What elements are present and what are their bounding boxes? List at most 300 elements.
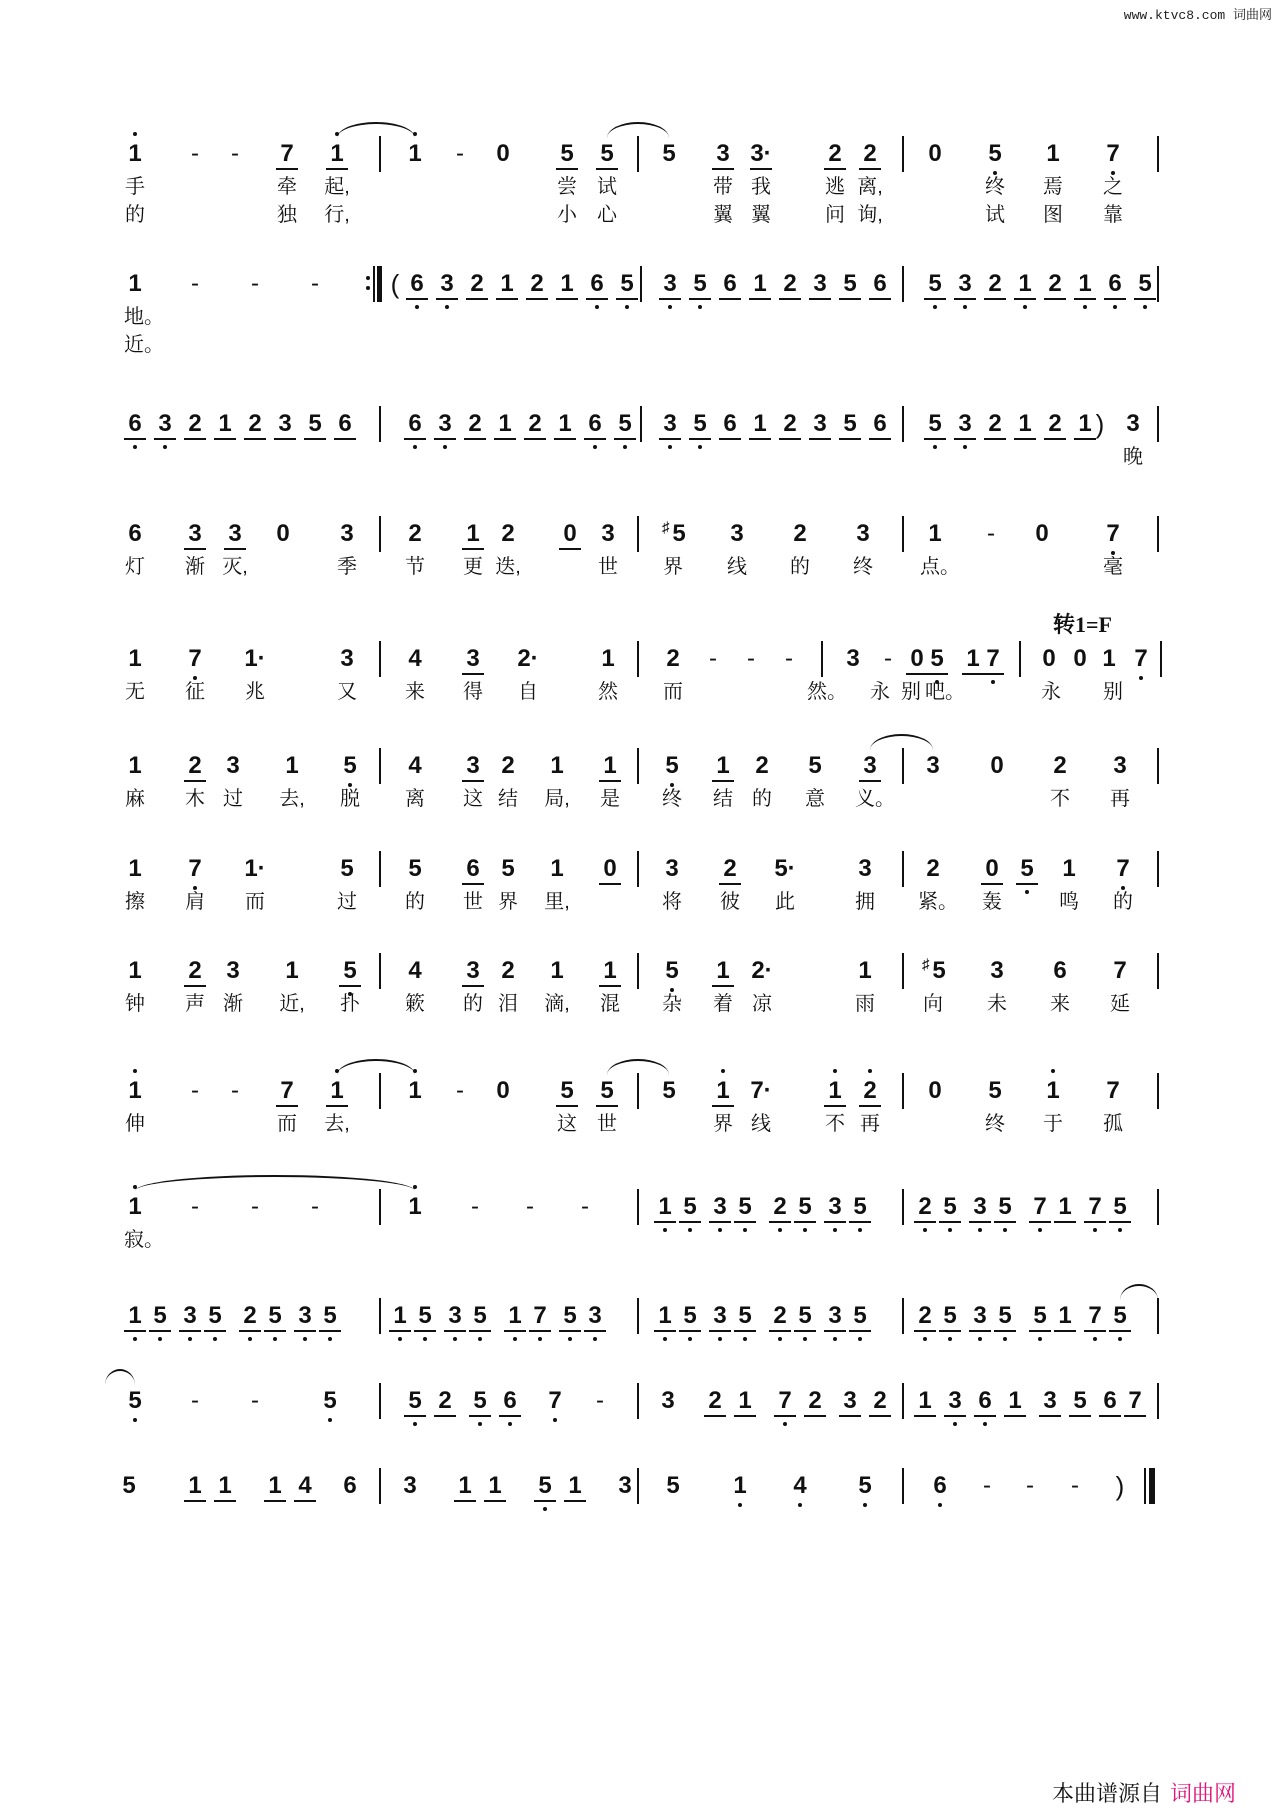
underline	[214, 438, 236, 440]
barline	[902, 266, 904, 302]
note	[543, 855, 571, 883]
note-digit: 5	[1138, 270, 1152, 297]
barline	[379, 1468, 381, 1504]
lyrics-line	[125, 304, 1165, 332]
note-digit: 3	[226, 957, 240, 984]
note	[658, 957, 686, 985]
note-digit: 7	[548, 1387, 562, 1414]
note	[911, 1302, 939, 1330]
underline	[712, 1105, 734, 1107]
barline	[902, 1468, 904, 1504]
underline	[276, 1105, 298, 1107]
underline	[184, 985, 206, 987]
score-system	[125, 1387, 1165, 1421]
underline	[659, 438, 681, 440]
underline	[264, 1330, 286, 1332]
note	[463, 270, 491, 298]
notes-row	[125, 410, 1165, 444]
note-digit: 1	[128, 140, 142, 167]
score-system	[125, 1302, 1165, 1336]
underline	[556, 1105, 578, 1107]
note	[1013, 855, 1041, 883]
underline	[734, 1221, 756, 1223]
high-dot	[133, 132, 137, 136]
lyric-syllable: 脱	[340, 788, 360, 810]
barline	[1157, 406, 1159, 442]
note-digit: 3	[730, 520, 744, 547]
final-barline	[1144, 1468, 1158, 1504]
note	[531, 1472, 559, 1500]
note-digit: 5	[943, 1302, 957, 1329]
sustain-dash	[181, 140, 209, 168]
underline	[1109, 1221, 1131, 1223]
note-digit: 5	[928, 410, 942, 437]
underline	[204, 1330, 226, 1332]
low-dot	[188, 1337, 192, 1341]
sustain-dash-digit: -	[251, 270, 259, 297]
note-digit: 5	[268, 1302, 282, 1329]
lyric-syllable: 此	[775, 891, 795, 913]
note-digit: 3	[846, 645, 860, 672]
lyric-syllable: 里,	[544, 891, 570, 913]
note-digit: 5	[1033, 1302, 1047, 1329]
note	[411, 1302, 439, 1330]
barline	[379, 516, 381, 552]
note-digit: 5	[738, 1302, 752, 1329]
note-digit: 1	[128, 1302, 142, 1329]
sustain-dash	[241, 270, 269, 298]
note-digit: 5	[1073, 1387, 1087, 1414]
note-digit: 5	[560, 1077, 574, 1104]
score-system	[125, 1077, 1165, 1139]
note-digit: 1	[603, 957, 617, 984]
note	[241, 855, 269, 883]
note	[1046, 752, 1074, 780]
note	[923, 645, 951, 673]
underline	[709, 1330, 731, 1332]
note	[523, 270, 551, 298]
barline	[902, 1189, 904, 1225]
note-digit: 1	[1046, 140, 1060, 167]
score-system	[125, 520, 1165, 582]
note	[1099, 140, 1127, 168]
low-dot	[798, 1503, 802, 1507]
note	[494, 855, 522, 883]
note-digit: 4	[408, 957, 422, 984]
key-change: 转1=F	[1053, 612, 1112, 637]
lyric-syllable: 离,	[857, 176, 883, 198]
note	[801, 1387, 829, 1415]
note-digit: 5	[343, 957, 357, 984]
barline	[1157, 851, 1159, 887]
low-dot	[983, 1422, 987, 1426]
barline	[379, 1073, 381, 1109]
barline	[1157, 1073, 1159, 1109]
lyrics-line	[125, 1227, 1165, 1255]
note	[181, 520, 209, 548]
underline	[981, 883, 1003, 885]
note	[746, 270, 774, 298]
note	[1081, 1193, 1109, 1221]
low-dot	[513, 1337, 517, 1341]
note	[1106, 752, 1134, 780]
lyric-syllable: 杂	[662, 993, 682, 1015]
note	[1099, 1077, 1127, 1105]
note	[981, 270, 1009, 298]
note	[401, 752, 429, 780]
note	[611, 410, 639, 438]
sustain-dash	[221, 1077, 249, 1105]
note-digit: 5	[418, 1302, 432, 1329]
note	[489, 140, 517, 168]
lyric-syllable: 独	[277, 204, 297, 226]
underline	[849, 1221, 871, 1223]
note-digit: 0	[496, 140, 510, 167]
note-digit: 3	[958, 270, 972, 297]
note-digit: 3	[973, 1193, 987, 1220]
underline	[679, 1330, 701, 1332]
barline	[637, 851, 639, 887]
note-digit: 3	[713, 1193, 727, 1220]
lyric-syllable: 迭,	[495, 556, 521, 578]
note-digit: 5	[843, 410, 857, 437]
note-digit: 3	[926, 752, 940, 779]
underline	[709, 1221, 731, 1223]
underline	[469, 1330, 491, 1332]
lyrics-line	[125, 991, 1165, 1019]
note	[936, 1302, 964, 1330]
sharp-note-digit: 5	[932, 957, 946, 984]
lyric-syllable: 凉	[752, 993, 772, 1015]
sustain-dash	[874, 645, 902, 673]
note-digit: 1	[918, 1387, 932, 1414]
underline	[462, 548, 484, 550]
lyric-syllable: 的	[790, 556, 810, 578]
note-digit: 0	[276, 520, 290, 547]
sustain-dash	[977, 520, 1005, 548]
note	[553, 1077, 581, 1105]
note	[791, 1302, 819, 1330]
underline	[584, 438, 606, 440]
sustain-dash	[181, 1077, 209, 1105]
lyric-syllable: 翼	[713, 204, 733, 226]
underline	[849, 1330, 871, 1332]
note-digit: 5	[988, 140, 1002, 167]
low-dot	[743, 1337, 747, 1341]
underline	[824, 1330, 846, 1332]
underline	[859, 780, 881, 782]
underline	[712, 780, 734, 782]
note	[655, 140, 683, 168]
high-dot	[133, 1069, 137, 1073]
barline	[1157, 1383, 1159, 1419]
underline	[559, 548, 581, 550]
lyric-syllable: 别	[901, 681, 921, 703]
barline	[902, 136, 904, 172]
note-digit: 2	[1048, 410, 1062, 437]
barline	[379, 136, 381, 172]
underline	[454, 1500, 476, 1502]
underline	[1029, 1221, 1051, 1223]
note-digit: 1	[128, 270, 142, 297]
sustain-dash	[516, 1193, 544, 1221]
note	[659, 645, 687, 673]
parenthesis-digit: (	[390, 269, 400, 299]
note-digit: 0	[1042, 645, 1056, 672]
underline	[719, 438, 741, 440]
note-digit: 5	[473, 1302, 487, 1329]
note-digit: 2	[988, 270, 1002, 297]
note	[709, 957, 737, 985]
low-dot	[398, 1337, 402, 1341]
score-system	[125, 855, 1165, 917]
note-digit: 3	[856, 520, 870, 547]
note-digit: 3	[278, 410, 292, 437]
low-dot	[1093, 1337, 1097, 1341]
note-digit: 0	[990, 752, 1004, 779]
note-digit: 4	[793, 1472, 807, 1499]
underline	[586, 298, 608, 300]
note-digit: 6	[503, 1387, 517, 1414]
underline	[654, 1330, 676, 1332]
note	[236, 1302, 264, 1330]
note-digit: 2	[926, 855, 940, 882]
note	[273, 1077, 301, 1105]
lyric-syllable: 孤	[1103, 1113, 1123, 1135]
underline	[559, 1330, 581, 1332]
note-digit: 1	[500, 270, 514, 297]
note	[1041, 410, 1069, 438]
note-digit: 5	[308, 410, 322, 437]
lyric-syllable: 吧。	[925, 681, 965, 703]
barline	[1157, 953, 1159, 989]
note	[431, 1387, 459, 1415]
note	[941, 1387, 969, 1415]
sustain-dash	[181, 270, 209, 298]
note-digit: 2	[528, 410, 542, 437]
lyric-syllable: 泪	[498, 993, 518, 1015]
lyric-syllable: 木	[185, 788, 205, 810]
underline	[689, 298, 711, 300]
note-digit: 1	[550, 957, 564, 984]
note-digit: 6	[933, 1472, 947, 1499]
underline	[779, 298, 801, 300]
underline	[389, 1330, 411, 1332]
note	[1106, 1193, 1134, 1221]
note-digit: 1	[858, 957, 872, 984]
note-digit: 3	[1043, 1387, 1057, 1414]
note-digit: 7	[533, 1302, 547, 1329]
parenthesis	[1106, 1472, 1134, 1500]
underline	[1074, 298, 1096, 300]
note-digit: 3	[466, 645, 480, 672]
underline	[974, 1415, 996, 1417]
note	[316, 1387, 344, 1415]
low-dot	[543, 1507, 547, 1511]
note-digit: 1	[393, 1302, 407, 1329]
notes-row	[125, 645, 1165, 679]
underline	[554, 438, 576, 440]
sustain-dash	[181, 1387, 209, 1415]
note-digit: 1	[738, 1387, 752, 1414]
underline	[839, 438, 861, 440]
note-digit: 2	[783, 410, 797, 437]
low-dot	[328, 1418, 332, 1422]
note	[839, 645, 867, 673]
note	[936, 1193, 964, 1221]
sustain-dash-digit: -	[471, 1193, 479, 1220]
note	[459, 645, 487, 673]
lyric-syllable: 结	[713, 788, 733, 810]
underline	[444, 1330, 466, 1332]
note	[596, 855, 624, 883]
note	[556, 1302, 584, 1330]
note	[966, 1193, 994, 1221]
note	[983, 752, 1011, 780]
barline	[637, 1073, 639, 1109]
note-digit: 5	[693, 410, 707, 437]
note	[846, 1302, 874, 1330]
sustain-dash	[221, 140, 249, 168]
underline	[1004, 1415, 1026, 1417]
note-digit: 1	[218, 1472, 232, 1499]
credit[interactable]	[1052, 1777, 1236, 1808]
underline	[750, 168, 772, 170]
note	[1131, 270, 1159, 298]
lyrics-line	[125, 174, 1165, 202]
lyric-syllable: 是	[600, 788, 620, 810]
underline	[124, 1330, 146, 1332]
note	[921, 410, 949, 438]
lyrics-line	[125, 332, 1165, 360]
lyric-syllable: 世	[598, 556, 618, 578]
note-digit: 1	[966, 645, 980, 672]
note	[1055, 855, 1083, 883]
underline	[334, 438, 356, 440]
underline	[556, 168, 578, 170]
lyric-syllable: 毫	[1103, 556, 1123, 578]
note	[849, 520, 877, 548]
slur	[607, 1059, 669, 1075]
low-dot	[833, 1337, 837, 1341]
lyric-syllable: 离	[405, 788, 425, 810]
note-digit: 5	[683, 1193, 697, 1220]
note-digit: 6	[873, 270, 887, 297]
note-digit: 2	[248, 410, 262, 437]
high-dot	[721, 1069, 725, 1073]
lyric-syllable: 兆	[245, 681, 265, 703]
underline	[994, 1221, 1016, 1223]
lyric-syllable: 靠	[1103, 204, 1123, 226]
note-digit: 2	[470, 270, 484, 297]
sustain-dash-digit: -	[581, 1193, 589, 1220]
high-dot	[868, 1069, 872, 1073]
lyric-syllable: 试	[597, 176, 617, 198]
lyric-syllable: 义。	[855, 788, 895, 810]
note-digit: 0	[603, 855, 617, 882]
note	[459, 855, 487, 883]
sustain-dash-digit: -	[785, 645, 793, 672]
note-digit: 7	[1106, 1077, 1120, 1104]
slur	[1120, 1284, 1158, 1300]
low-dot	[863, 1503, 867, 1507]
lyric-syllable: 图	[1043, 204, 1063, 226]
parenthesis-digit: )	[1095, 409, 1105, 439]
note-digit: 2	[408, 520, 422, 547]
note	[981, 410, 1009, 438]
lyric-syllable: 来	[1050, 993, 1070, 1015]
notes-row	[125, 1193, 1165, 1227]
note	[401, 855, 429, 883]
sustain-dash-digit: -	[456, 1077, 464, 1104]
lyric-syllable: 又	[337, 681, 357, 703]
note-digit: 7	[986, 645, 1000, 672]
note-digit: 5	[600, 140, 614, 167]
note	[746, 410, 774, 438]
sharp-note	[662, 519, 693, 548]
note	[951, 410, 979, 438]
note	[121, 855, 149, 883]
note-digit: 1	[828, 1077, 842, 1104]
note	[596, 752, 624, 780]
low-dot	[783, 1422, 787, 1426]
underline	[734, 1415, 756, 1417]
underline	[809, 438, 831, 440]
credit-site[interactable]: 词曲网	[1170, 1781, 1237, 1806]
lyric-syllable: 季	[337, 556, 357, 578]
lyric-syllable: 过	[337, 891, 357, 913]
note	[543, 752, 571, 780]
note-digit: 5	[808, 752, 822, 779]
sustain-dash-digit: -	[526, 1193, 534, 1220]
note	[543, 957, 571, 985]
note-digit: 1	[128, 1193, 142, 1220]
underline	[1084, 1330, 1106, 1332]
note-digit: 1	[128, 752, 142, 779]
note	[219, 752, 247, 780]
underline	[1054, 1221, 1076, 1223]
note	[731, 1387, 759, 1415]
note-digit: 2	[1048, 270, 1062, 297]
underline	[914, 1221, 936, 1223]
underline	[179, 1330, 201, 1332]
underline	[1014, 298, 1036, 300]
note-digit: 3	[403, 1472, 417, 1499]
barline	[637, 641, 639, 677]
note	[551, 410, 579, 438]
note-digit: 2	[793, 520, 807, 547]
note	[1039, 140, 1067, 168]
underline	[939, 1221, 961, 1223]
underline	[584, 1330, 606, 1332]
underline	[414, 1330, 436, 1332]
lyric-syllable: 节	[405, 556, 425, 578]
note	[709, 1077, 737, 1105]
underline	[406, 298, 428, 300]
note-digit: 5	[930, 645, 944, 672]
note-digit: 3	[438, 410, 452, 437]
underline	[1134, 298, 1156, 300]
sustain-dash	[973, 1472, 1001, 1500]
note	[658, 855, 686, 883]
low-dot	[328, 1337, 332, 1341]
note	[921, 520, 949, 548]
note-digit: 5	[538, 1472, 552, 1499]
note	[983, 957, 1011, 985]
note	[451, 1472, 479, 1500]
note	[726, 1472, 754, 1500]
underline	[679, 1221, 701, 1223]
